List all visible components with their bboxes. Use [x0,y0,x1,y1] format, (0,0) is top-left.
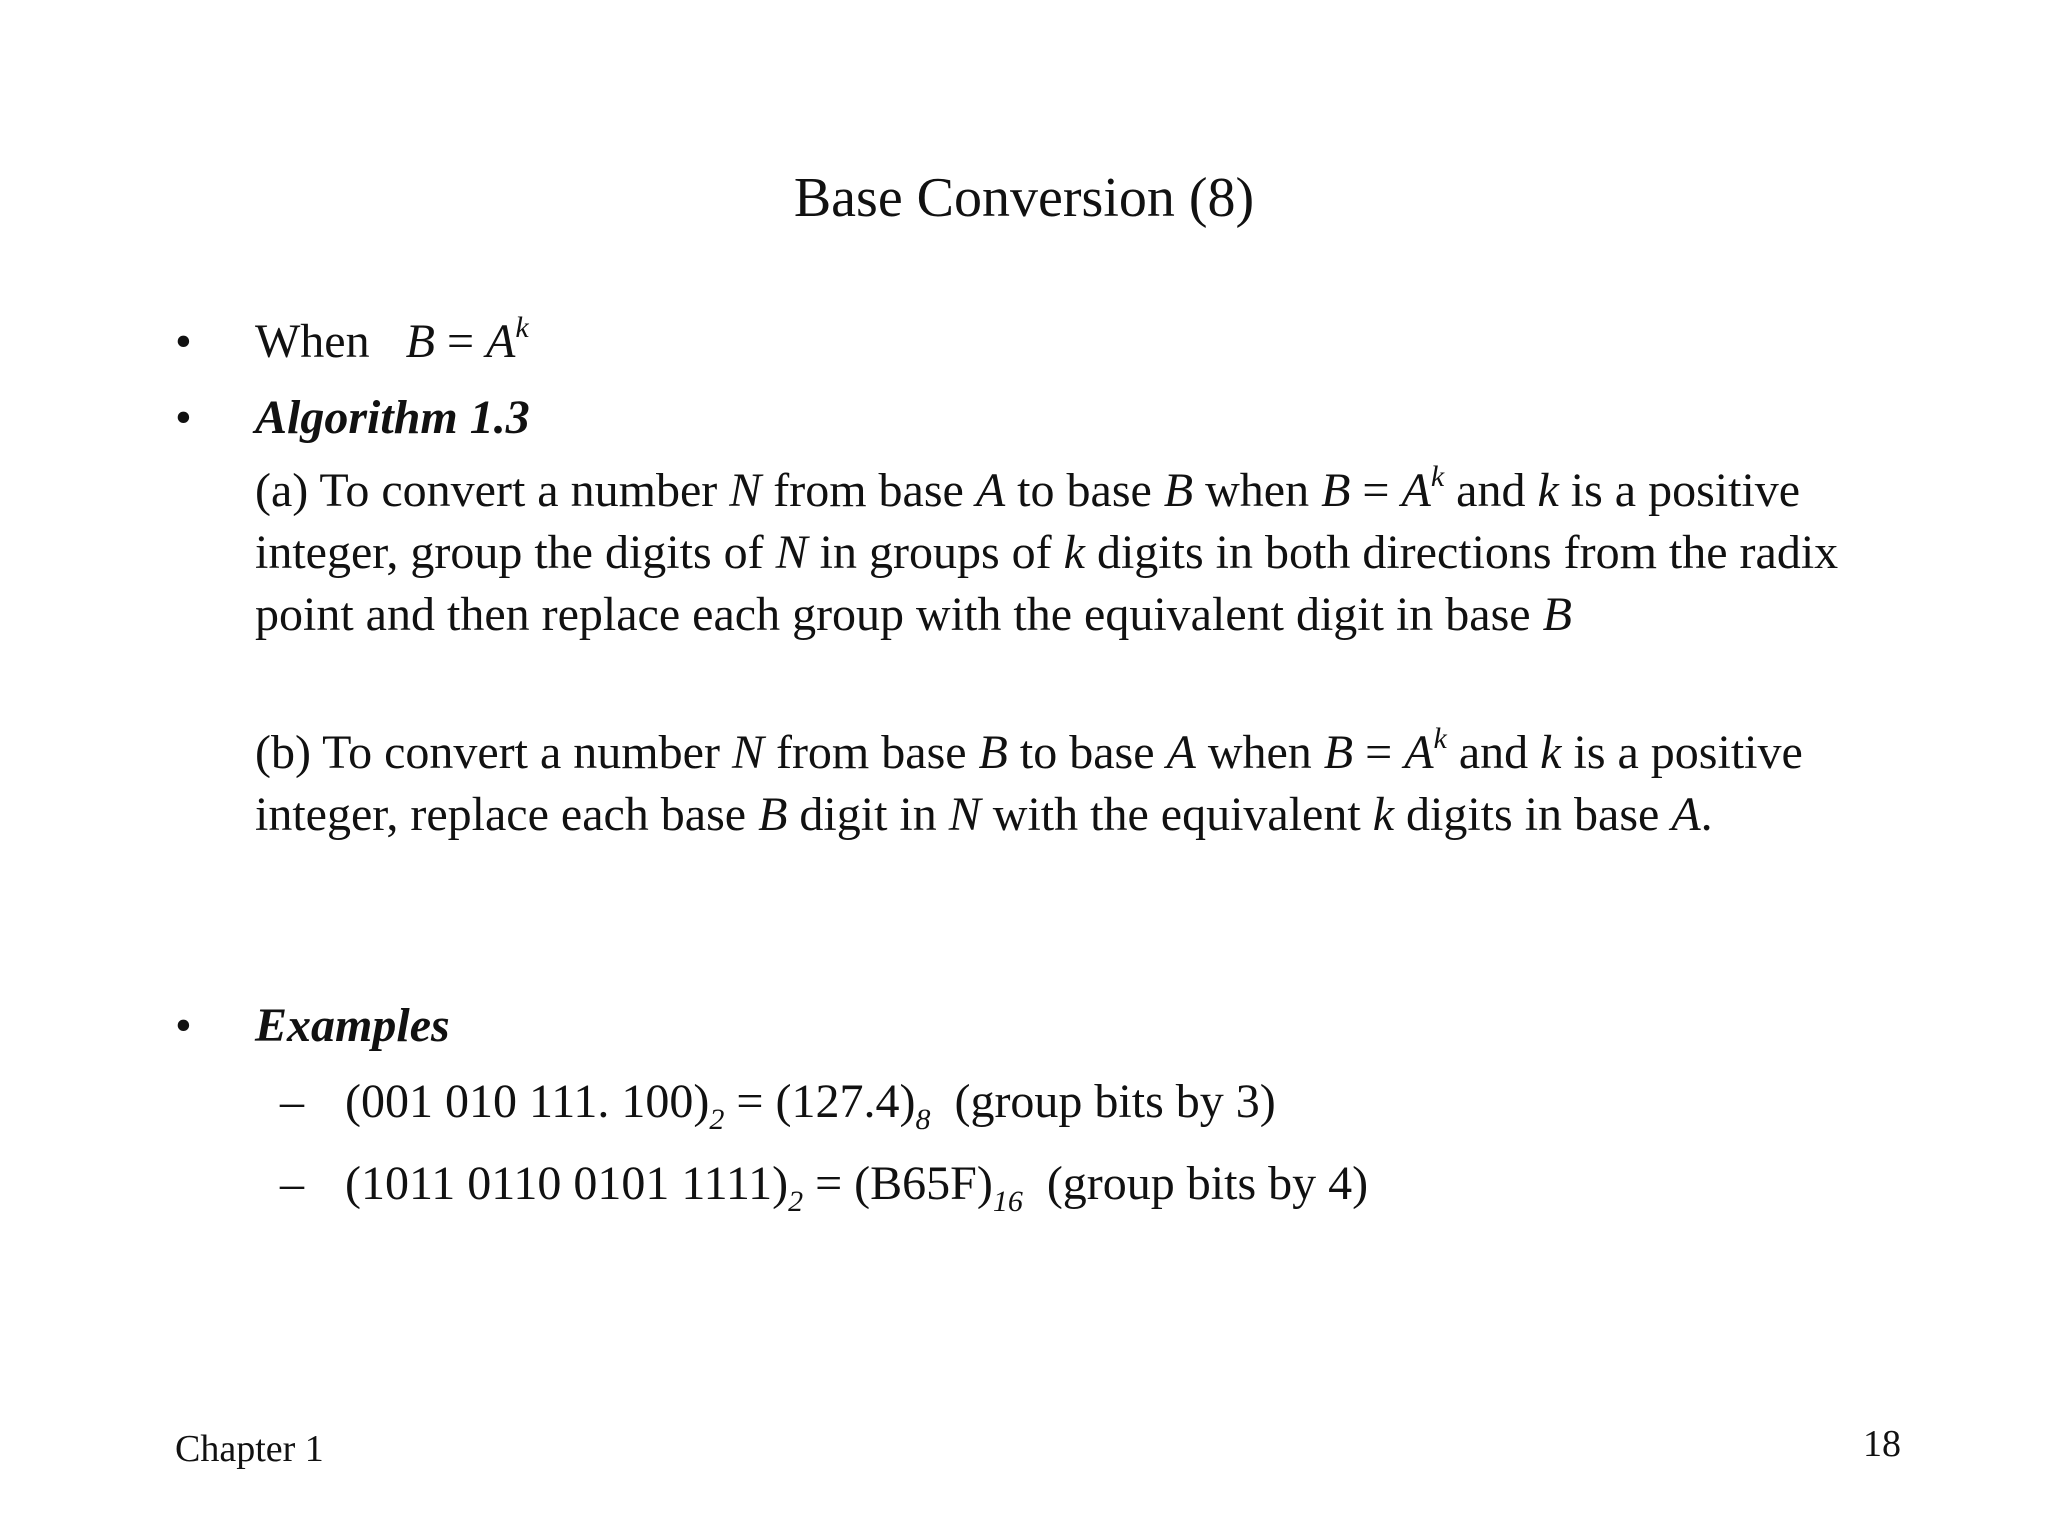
bullet-algorithm [175,391,530,444]
algorithm-part-a: (a) To convert a number N from base A to base B when $B = A^k$ and k is a positive integer, group the digits of N in groups of k digits in both directions from the radix point and then replace each group with the equivalent digit in base B [255,460,1839,641]
example-expression: (1011 0110 0101 $1111)_2 = (B65F)_{16}$ (group bits by 4) [345,1157,1369,1218]
algorithm-heading: Algorithm 1.3 [255,391,530,444]
bullet-when-text: When $B = A^k$ [255,311,529,368]
bullet-examples [175,999,450,1052]
bullet-marker: • [175,999,192,1052]
dash-marker: – [280,1075,304,1128]
example-expression: (001 010 111. $100)_2 = (127.4)_8$ (group bits by 3) [345,1075,1276,1136]
algorithm-part-b: (b) To convert a number N from base B to base A when $B = A^k$ and k is a positive integer, replace each base B digit in N with the equivalent k digits in base A. [255,722,1803,841]
footer-chapter: Chapter 1 [175,1428,324,1470]
examples-heading: Examples [255,999,450,1052]
dash-marker: – [280,1157,304,1210]
page-number: 18 [1863,1423,1901,1465]
slide-title: Base Conversion (8) [793,167,1255,229]
bullet-when [175,311,529,368]
bullet-marker: • [175,315,192,368]
bullet-marker: • [175,391,192,444]
